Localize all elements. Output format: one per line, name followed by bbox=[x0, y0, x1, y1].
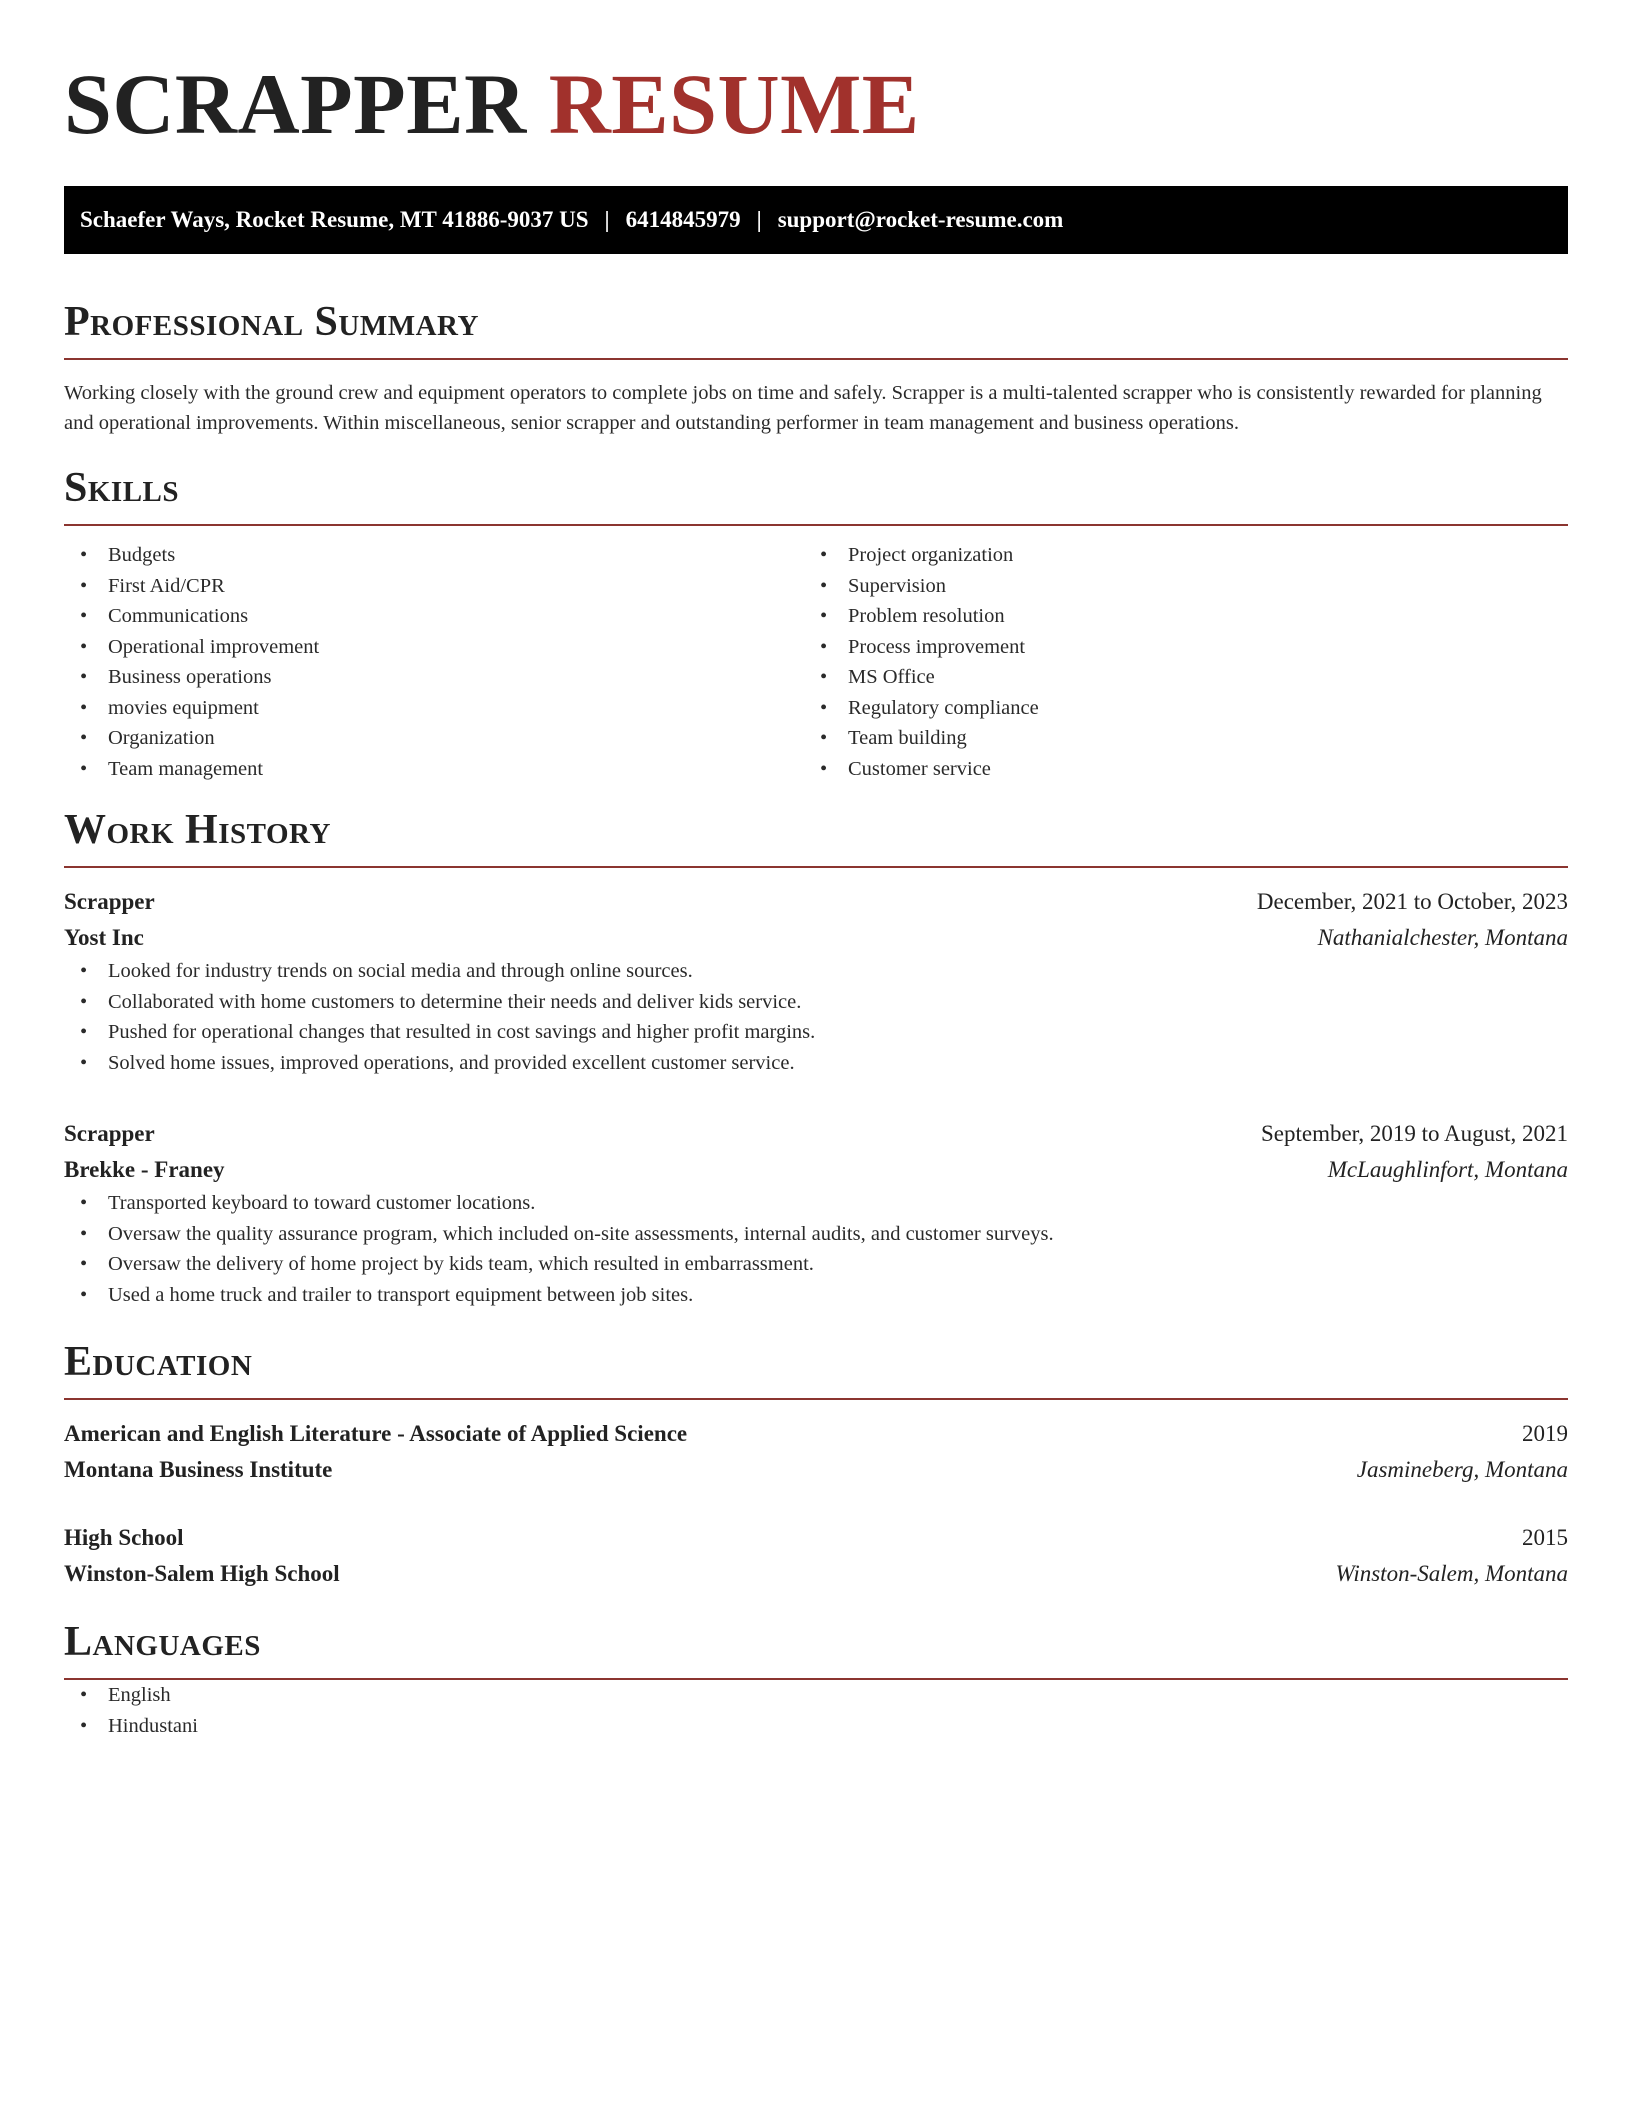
job-location: McLaughlinfort, Montana bbox=[1327, 1157, 1568, 1182]
education-school-row bbox=[64, 1556, 1568, 1592]
resume-title bbox=[64, 56, 1568, 152]
skills-section bbox=[64, 464, 1568, 784]
languages-list bbox=[64, 1680, 1568, 1741]
language-item: • English bbox=[64, 1680, 1568, 1711]
skill-item: • Project organization bbox=[804, 540, 1544, 571]
contact-bar bbox=[64, 186, 1568, 254]
summary-heading: Professional Summary bbox=[64, 299, 479, 345]
skills-list-left bbox=[64, 540, 804, 784]
section-divider bbox=[64, 358, 1568, 360]
skill-item: • Supervision bbox=[804, 571, 1544, 602]
job-duty: • Solved home issues, improved operations, and provided excellent customer service. bbox=[64, 1048, 1568, 1079]
job-company-row bbox=[64, 920, 1568, 956]
job-company-row bbox=[64, 1152, 1568, 1188]
skill-item: • Regulatory compliance bbox=[804, 693, 1544, 724]
skill-item: • Process improvement bbox=[804, 632, 1544, 663]
education-location: Jasmineberg, Montana bbox=[1356, 1457, 1568, 1482]
skill-item: • Team building bbox=[804, 723, 1544, 754]
education-entry bbox=[64, 1520, 1568, 1592]
skill-item: • Business operations bbox=[64, 662, 804, 693]
job-entry bbox=[64, 1116, 1568, 1310]
section-divider bbox=[64, 524, 1568, 526]
contact-phone: 6414845979 bbox=[625, 207, 741, 232]
languages-section bbox=[64, 1618, 1568, 1741]
education-school: Montana Business Institute bbox=[64, 1457, 333, 1482]
job-duty: • Collaborated with home customers to determine their needs and deliver kids service. bbox=[64, 987, 1568, 1018]
education-degree: American and English Literature - Associate of Applied Science bbox=[64, 1421, 688, 1446]
job-duty: • Looked for industry trends on social media and through online sources. bbox=[64, 956, 1568, 987]
skill-item: • First Aid/CPR bbox=[64, 571, 804, 602]
skill-item: • Operational improvement bbox=[64, 632, 804, 663]
skill-item: • MS Office bbox=[804, 662, 1544, 693]
job-title: Scrapper bbox=[64, 889, 155, 914]
job-header-row bbox=[64, 884, 1568, 920]
skills-list-right bbox=[804, 540, 1544, 784]
job-title: Scrapper bbox=[64, 1121, 155, 1146]
skills-heading: Skills bbox=[64, 465, 180, 511]
skill-item: • Team management bbox=[64, 754, 804, 785]
education-degree-row bbox=[64, 1416, 1568, 1452]
job-dates: December, 2021 to October, 2023 bbox=[1256, 889, 1568, 914]
section-divider bbox=[64, 866, 1568, 868]
job-duties-list bbox=[64, 1188, 1568, 1310]
contact-address: Schaefer Ways, Rocket Resume, MT 41886-9037 US bbox=[80, 207, 589, 232]
skills-column-right bbox=[804, 540, 1544, 784]
education-year: 2019 bbox=[1522, 1421, 1568, 1446]
education-heading: Education bbox=[64, 1339, 253, 1385]
work-history-heading: Work History bbox=[64, 807, 331, 853]
job-header-row bbox=[64, 1116, 1568, 1152]
job-duty: • Transported keyboard to toward customer locations. bbox=[64, 1188, 1568, 1219]
skill-item: • Customer service bbox=[804, 754, 1544, 785]
education-year: 2015 bbox=[1522, 1525, 1568, 1550]
summary-text: Working closely with the ground crew and equipment operators to complete jobs on time and safely. Scrapper is a multi-talented scrapper who is consistently rewarded for planning and operational improvements. Within miscellaneous, senior scrapper and outstanding performer in team management and business operations. bbox=[64, 382, 1542, 434]
job-company: Brekke - Franey bbox=[64, 1157, 225, 1182]
contact-email: support@rocket-resume.com bbox=[777, 207, 1064, 232]
education-degree-row bbox=[64, 1520, 1568, 1556]
education-school-row bbox=[64, 1452, 1568, 1488]
skill-item: • movies equipment bbox=[64, 693, 804, 724]
contact-separator: | bbox=[604, 207, 610, 232]
skill-item: • Communications bbox=[64, 601, 804, 632]
job-dates: September, 2019 to August, 2021 bbox=[1260, 1121, 1568, 1146]
education-degree: High School bbox=[64, 1525, 184, 1550]
job-duties-list bbox=[64, 956, 1568, 1078]
language-item: • Hindustani bbox=[64, 1711, 1568, 1742]
job-duty: • Oversaw the delivery of home project by kids team, which resulted in embarrassment. bbox=[64, 1249, 1568, 1280]
summary-section bbox=[64, 298, 1568, 438]
job-entry bbox=[64, 884, 1568, 1078]
section-divider bbox=[64, 1398, 1568, 1400]
job-location: Nathanialchester, Montana bbox=[1317, 925, 1568, 950]
skill-item: • Organization bbox=[64, 723, 804, 754]
languages-heading: Languages bbox=[64, 1619, 261, 1665]
title-main: SCRAPPER bbox=[64, 56, 527, 152]
job-duty: • Oversaw the quality assurance program, which included on-site assessments, internal audits, and customer surveys. bbox=[64, 1219, 1568, 1250]
skills-column-left bbox=[64, 540, 804, 784]
job-duty: • Used a home truck and trailer to transport equipment between job sites. bbox=[64, 1280, 1568, 1311]
education-entry bbox=[64, 1416, 1568, 1488]
education-section bbox=[64, 1338, 1568, 1592]
job-duty: • Pushed for operational changes that resulted in cost savings and higher profit margins. bbox=[64, 1017, 1568, 1048]
job-company: Yost Inc bbox=[64, 925, 144, 950]
skill-item: • Budgets bbox=[64, 540, 804, 571]
education-school: Winston-Salem High School bbox=[64, 1561, 340, 1586]
skills-columns bbox=[64, 540, 1568, 784]
education-location: Winston-Salem, Montana bbox=[1335, 1561, 1568, 1586]
title-accent: RESUME bbox=[548, 56, 920, 152]
contact-separator: | bbox=[756, 207, 762, 232]
work-history-section bbox=[64, 806, 1568, 1310]
skill-item: • Problem resolution bbox=[804, 601, 1544, 632]
